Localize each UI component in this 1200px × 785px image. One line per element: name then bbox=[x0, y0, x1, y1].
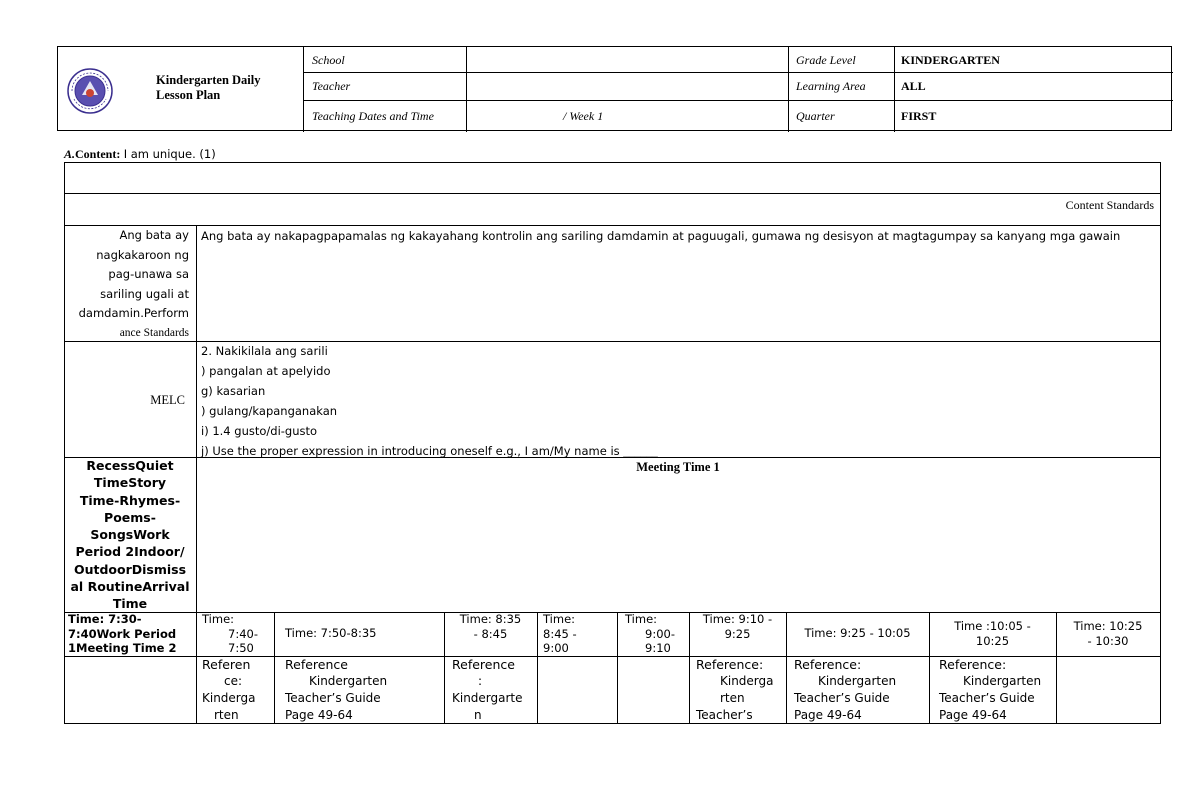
melc-item: 2. Nakikilala ang sarili bbox=[201, 344, 328, 358]
school-label: School bbox=[312, 53, 345, 67]
learning-area-label: Learning Area bbox=[796, 79, 866, 93]
content-standards-label: Content Standards bbox=[1065, 198, 1154, 212]
time-cell: Time: 8:45 - 9:00 bbox=[543, 612, 577, 655]
reference-cell: Reference : Kindergarte n bbox=[452, 657, 523, 722]
reference-cell: Reference: Kinderga rten Teacher’s bbox=[696, 657, 774, 722]
melc-item: j) Use the proper expression in introducing oneself e.g., I am/My name is ______ bbox=[201, 444, 658, 458]
reference-cell: Reference: Kindergarten Teacher’s Guide Page 49-64 bbox=[939, 657, 1042, 722]
reference-cell: Referen ce: Kinderga rten bbox=[202, 657, 256, 722]
reference-cell: Reference Kindergarten Teacher’s Guide Page 49-64 bbox=[285, 657, 388, 722]
time-cell: Time: 9:10 - 9:25 bbox=[702, 612, 773, 641]
document-title: Kindergarten Daily Lesson Plan bbox=[156, 73, 261, 102]
time-cell: Time: 10:25 - 10:30 bbox=[1073, 619, 1143, 648]
melc-item: ) pangalan at apelyido bbox=[201, 364, 331, 378]
reference-cell: Reference: Kindergarten Teacher’s Guide Page 49-64 bbox=[794, 657, 897, 722]
melc-list bbox=[201, 341, 1156, 461]
performance-standards-label: Ang bata ay nagkakaroon ng pag-unawa sa sariling ugali at damdamin.Perform ance Standards bbox=[78, 228, 189, 339]
time-cell: Time: 7:50-8:35 bbox=[285, 626, 377, 640]
grade-level-label: Grade Level bbox=[796, 53, 856, 67]
time-cell: Time :10:05 - 10:25 bbox=[954, 619, 1031, 648]
teaching-dates-label: Teaching Dates and Time bbox=[312, 109, 434, 123]
melc-label: MELC bbox=[150, 393, 185, 407]
grade-level-value: KINDERGARTEN bbox=[901, 53, 1000, 67]
schedule-activities: RecessQuiet TimeStory Time-Rhymes- Poems- SongsWork Period 2Indoor/ OutdoorDismiss al RoutineArrival Time bbox=[70, 458, 190, 612]
melc-item: g) kasarian bbox=[201, 384, 266, 398]
melc-item: ) gulang/kapanganakan bbox=[201, 404, 338, 418]
time-cell: Time: 7:40- 7:50 bbox=[202, 612, 258, 655]
teaching-dates-value: / Week 1 bbox=[563, 109, 604, 123]
time-cell: Time: 8:35 - 8:45 bbox=[459, 612, 522, 641]
performance-standards-text: Ang bata ay nakapagpapamalas ng kakayahang kontrolin ang sariling damdamin at paguugali, gumawa ng desisyon at magtagumpay sa kanyang mga gawain bbox=[201, 229, 1121, 243]
melc-item: i) 1.4 gusto/di-gusto bbox=[201, 424, 318, 438]
learning-area-value: ALL bbox=[901, 79, 926, 93]
quarter-label: Quarter bbox=[796, 109, 835, 123]
time-cell: Time: 7:30- 7:40Work Period 1Meeting Time 2 bbox=[68, 612, 177, 655]
meeting-time-title: Meeting Time 1 bbox=[636, 460, 720, 474]
time-cell: Time: 9:00- 9:10 bbox=[625, 612, 675, 655]
teacher-label: Teacher bbox=[312, 79, 351, 93]
content-line: A.Content: I am unique. (1) bbox=[64, 147, 216, 161]
time-cell: Time: 9:25 - 10:05 bbox=[804, 626, 911, 640]
quarter-value: FIRST bbox=[901, 109, 937, 123]
